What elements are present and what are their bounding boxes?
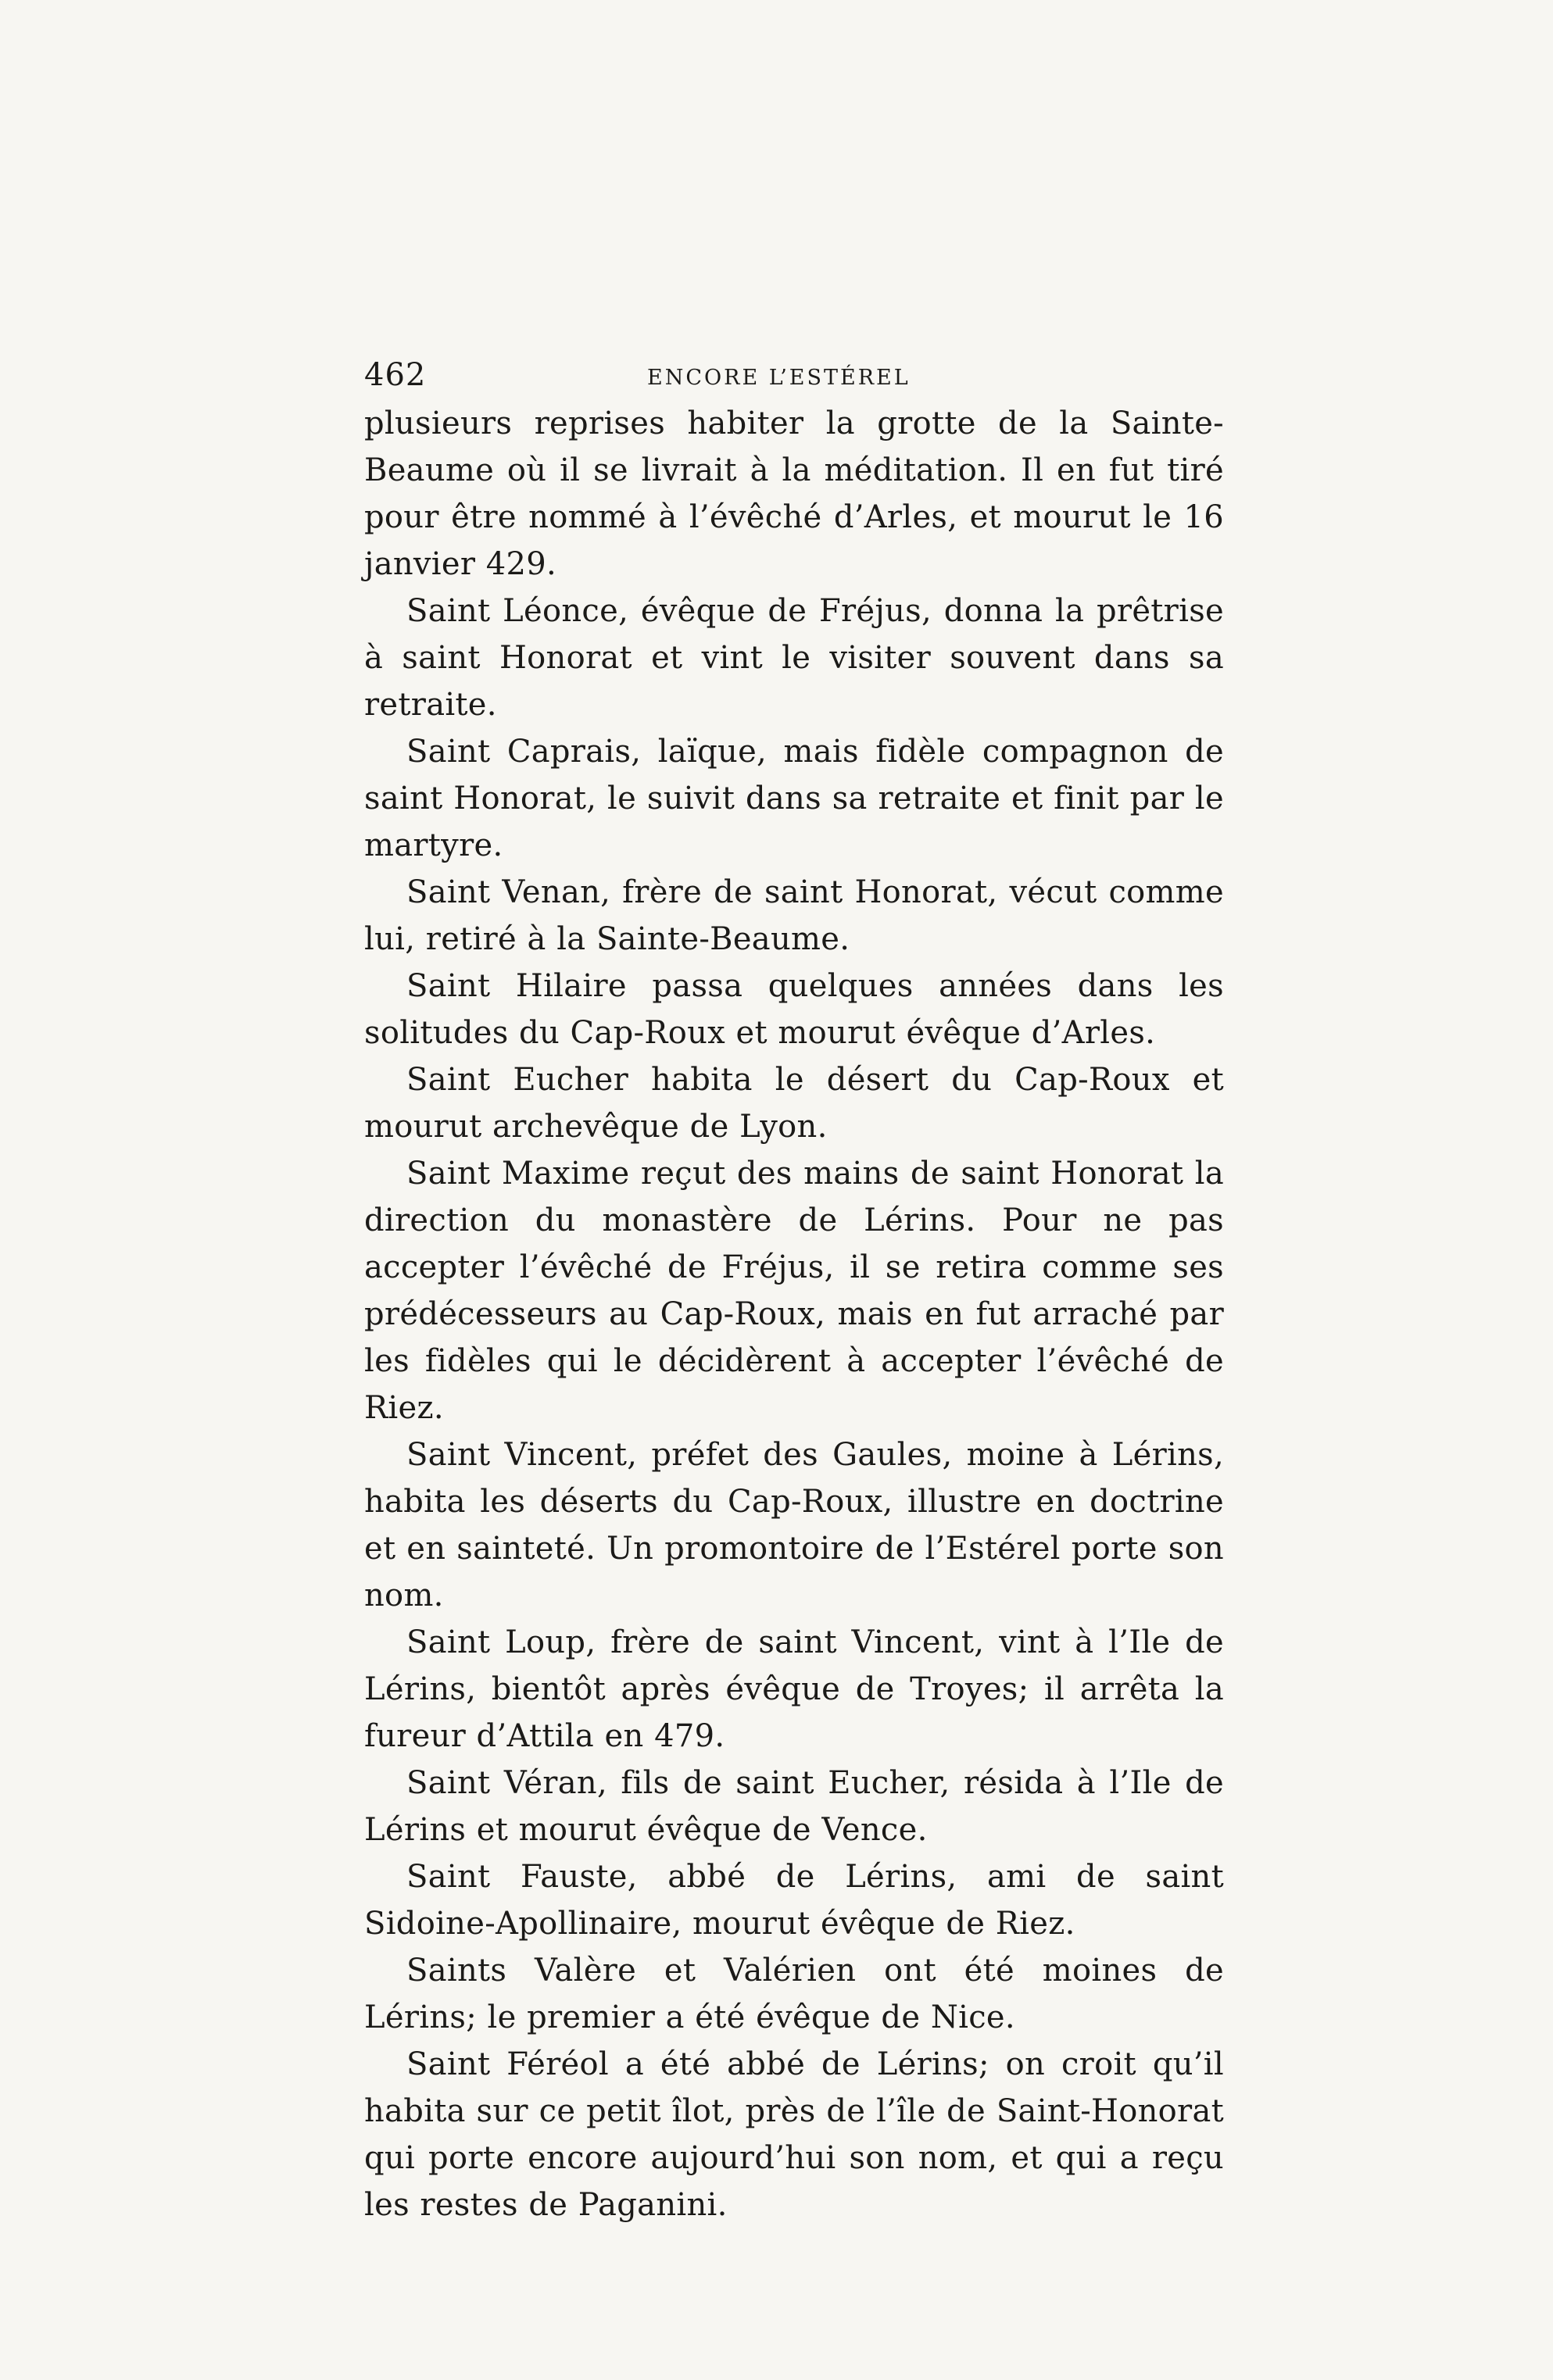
paragraph-saint-venan: Saint Venan, frère de saint Honorat, vécut comme lui, retiré à la Sainte-Beaume. [364,874,1224,957]
paragraph-saint-maxime: Saint Maxime reçut des mains de saint Honorat la direction du monastère de Lérins. Pour ne pas accepter l’évêché de Fréjus, il se retira comme ses prédécesseurs au Cap-Roux, mais en fut arraché par les fidèles qui le décidèrent à accepter l’évêché de Riez. [364,1156,1224,1426]
running-title: ENCORE L’ESTÉREL [647,366,911,390]
running-head [364,352,1224,398]
body-text [364,400,1224,2228]
paragraph-saint-leonce: Saint Léonce, évêque de Fréjus, donna la prêtrise à saint Honorat et vint le visiter souvent dans sa retraite. [364,593,1224,723]
paragraph-continuation: plusieurs reprises habiter la grotte de la Sainte-Beaume où il se livrait à la méditation. Il en fut tiré pour être nommé à l’évêché d’Arles, et mourut le 16 janvier 429. [364,406,1224,582]
paragraph-saint-loup: Saint Loup, frère de saint Vincent, vint à l’Ile de Lérins, bientôt après évêque de Troyes; il arrêta la fureur d’Attila en 479. [364,1624,1224,1754]
paragraph-saint-fereol: Saint Féréol a été abbé de Lérins; on croit qu’il habita sur ce petit îlot, près de l’île de Saint-Honorat qui porte encore aujourd’hui son nom, et qui a reçu les restes de Paganini. [364,2046,1224,2223]
paragraph-saint-fauste: Saint Fauste, abbé de Lérins, ami de saint Sidoine-Apollinaire, mourut évêque de Riez. [364,1859,1224,1942]
paragraph-saint-eucher: Saint Eucher habita le désert du Cap-Roux et mourut archevêque de Lyon. [364,1062,1224,1145]
page-number: 462 [364,357,427,393]
paragraph-saint-hilaire: Saint Hilaire passa quelques années dans les solitudes du Cap-Roux et mourut évêque d’Arles. [364,968,1224,1051]
paragraph-saints-valere-valerien: Saints Valère et Valérien ont été moines de Lérins; le premier a été évêque de Nice. [364,1953,1224,2035]
paragraph-saint-veran: Saint Véran, fils de saint Eucher, résida à l’Ile de Lérins et mourut évêque de Vence. [364,1765,1224,1848]
paragraph-saint-vincent: Saint Vincent, préfet des Gaules, moine à Lérins, habita les déserts du Cap-Roux, illustre en doctrine et en sainteté. Un promontoire de l’Estérel porte son nom. [364,1437,1224,1613]
paragraph-saint-caprais: Saint Caprais, laïque, mais fidèle compagnon de saint Honorat, le suivit dans sa retraite et finit par le martyre. [364,734,1224,863]
